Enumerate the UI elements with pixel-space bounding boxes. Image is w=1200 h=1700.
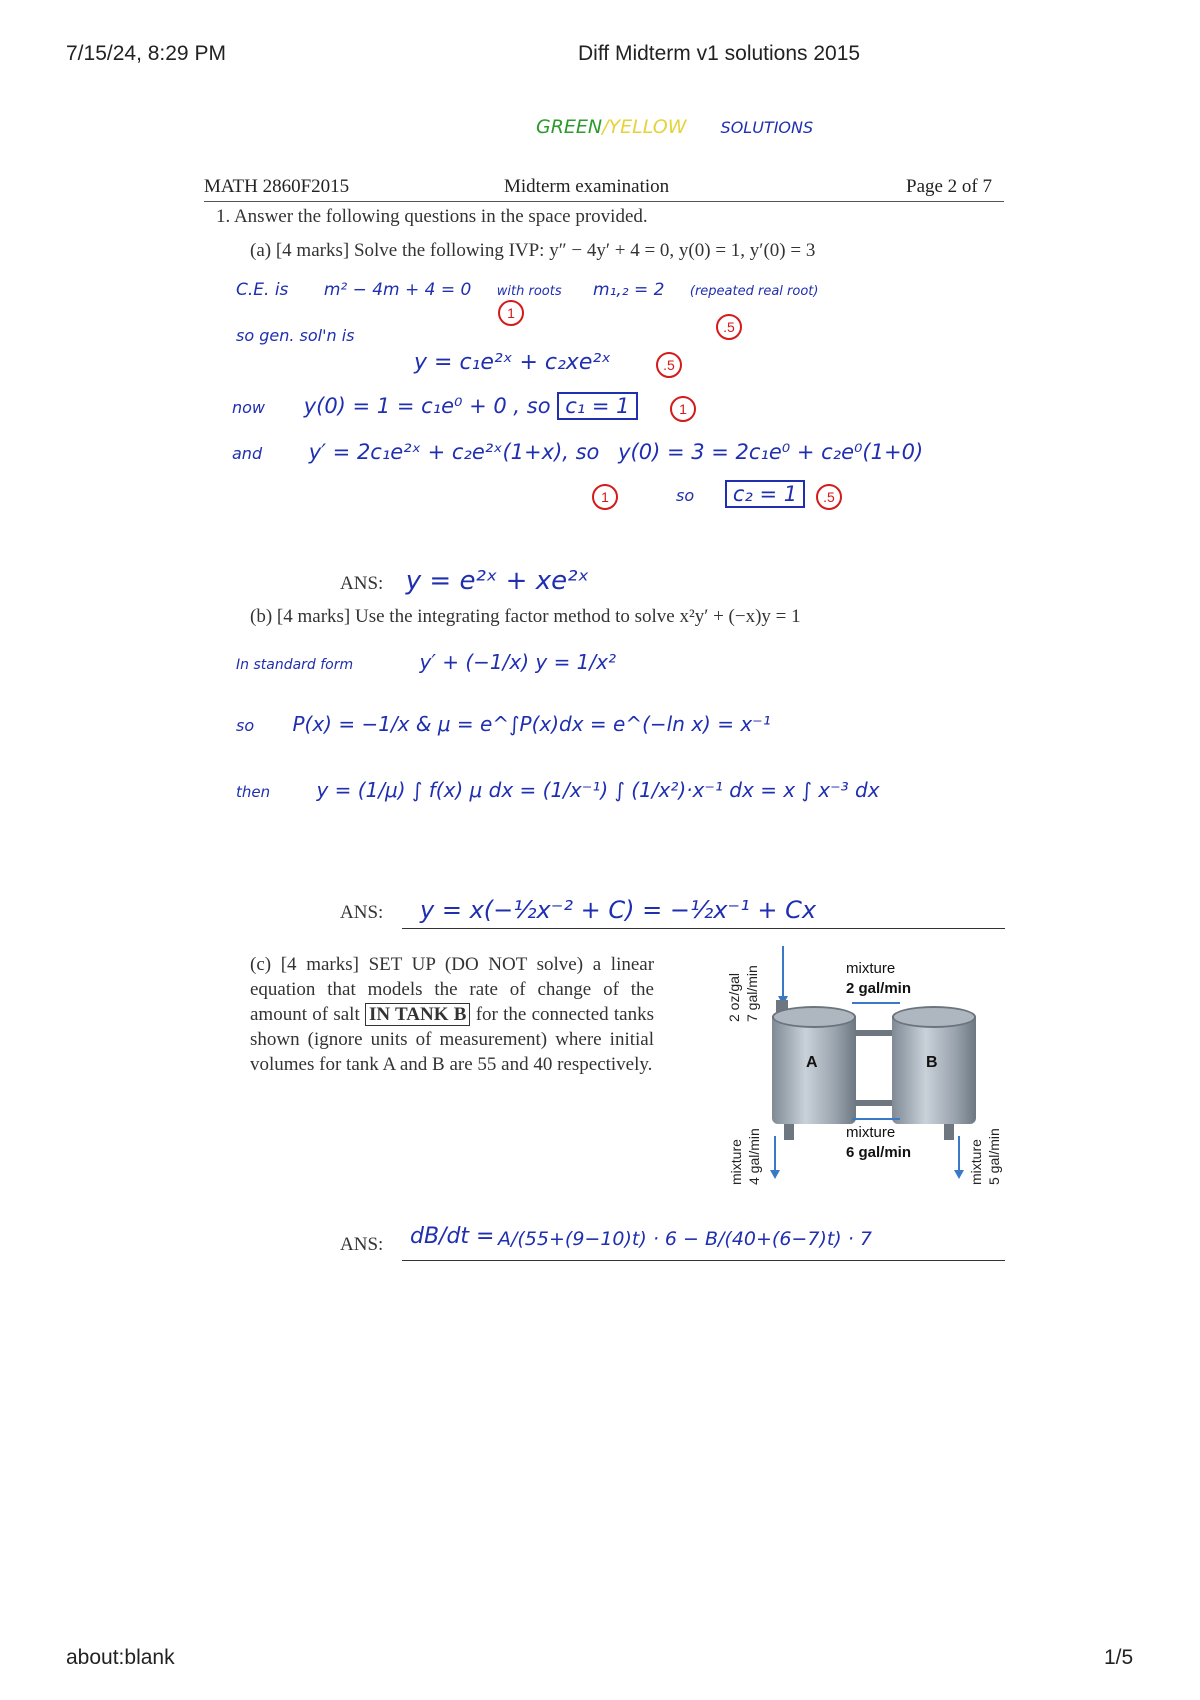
hw-a1-pre: C.E. is xyxy=(236,280,289,300)
out-b-arrow-line xyxy=(958,1136,960,1172)
part-b-prompt xyxy=(250,606,801,628)
mark-circle-1: 1 xyxy=(498,300,524,326)
part-a-line4 xyxy=(232,394,638,418)
print-page-counter: 1/5 xyxy=(1104,1646,1134,1669)
inflow-rate: 7 gal/min xyxy=(744,965,760,1022)
out-b-rate: 5 gal/min xyxy=(986,1128,1002,1185)
part-a-prompt xyxy=(250,240,815,262)
print-footer-url: about:blank xyxy=(66,1646,175,1669)
inflow-arrow-line xyxy=(782,946,784,998)
hw-a1-eq: m² − 4m + 4 = 0 xyxy=(323,280,472,300)
outflow-pipe-a xyxy=(784,1124,794,1140)
connect-pipe-top xyxy=(856,1030,894,1036)
part-c-prompt xyxy=(250,952,654,1077)
part-b-ans-line xyxy=(402,928,1005,929)
hw-a6-pre: so xyxy=(676,486,695,505)
part-b-marks: [4 marks] xyxy=(276,606,351,627)
part-b-ans: y = x(−½x⁻² + C) = −½x⁻¹ + Cx xyxy=(420,896,817,924)
hw-b3-eq: y = (1/μ) ∫ f(x) μ dx = (1/x⁻¹) ∫ (1/x²)·x⁻¹ dx = x ∫ x⁻³ dx xyxy=(316,778,880,802)
mark-circle-2: .5 xyxy=(716,314,742,340)
part-c-marks: [4 marks] xyxy=(280,954,359,975)
part-c-text1: a linear equation that models the rate of change of the amount of salt xyxy=(250,954,655,1025)
mark-circle-3: .5 xyxy=(656,352,682,378)
question-intro-text: Answer the following questions in the space provided. xyxy=(233,206,648,227)
annotation-green: GREEN xyxy=(536,116,603,138)
mid-mixture-rate: 6 gal/min xyxy=(846,1144,912,1161)
part-b-prompt-text: Use the integrating factor method to solve x²y′ + (−x)y = 1 xyxy=(355,606,801,627)
hw-a4-eq: y(0) = 1 = c₁e⁰ + 0 , so xyxy=(303,394,551,418)
top-mixture-label: mixture xyxy=(846,960,896,977)
out-a-arrow-head xyxy=(770,1170,780,1179)
part-c-ans-rhs: A/(55+(9−10)t) · 6 − B/(40+(6−7)t) · 7 xyxy=(498,1228,872,1250)
hw-a1-roots: m₁,₂ = 2 xyxy=(593,280,665,300)
part-a-line1 xyxy=(236,280,818,300)
part-a-line2: so gen. sol'n is xyxy=(236,326,355,345)
hw-a5-post: y(0) = 3 = 2c₁e⁰ + c₂e⁰(1+0) xyxy=(618,440,924,464)
out-a-rate: 4 gal/min xyxy=(746,1128,762,1185)
out-b-arrow-head xyxy=(954,1170,964,1179)
annotation-solutions: SOLUTIONS xyxy=(720,118,814,137)
hw-a6-box: c₂ = 1 xyxy=(725,480,805,508)
part-c-ans-label: ANS: xyxy=(340,1234,384,1255)
part-b-line2 xyxy=(236,712,771,736)
part-c-label: (c) xyxy=(250,954,272,975)
part-a-prompt-text: Solve the following IVP: y″ − 4y′ + 4 = 0, y(0) = 1, y′(0) = 3 xyxy=(353,240,816,261)
out-b-label: mixture xyxy=(968,1139,984,1185)
hw-a1-mid: with roots xyxy=(496,284,562,299)
mark-circle-4: 1 xyxy=(670,396,696,422)
part-a-answer xyxy=(340,566,1010,596)
hw-b3-pre: then xyxy=(236,783,271,801)
inflow-conc: 2 oz/gal xyxy=(726,972,742,1022)
part-c-ans-line xyxy=(402,1260,1005,1261)
top-mixture-rate: 2 gal/min xyxy=(846,980,912,997)
part-c-answer xyxy=(340,1224,1005,1264)
page-number: Page 2 of 7 xyxy=(906,176,993,197)
mid-flow-arrow xyxy=(852,1118,900,1120)
part-a-ans-label: ANS: xyxy=(340,573,384,594)
part-b-label: (b) xyxy=(250,606,273,627)
part-a-label: (a) xyxy=(250,240,272,261)
exam-name: Midterm examination xyxy=(504,176,670,197)
mark-circle-6: .5 xyxy=(816,484,842,510)
connect-pipe-bottom xyxy=(856,1100,894,1106)
question-number: 1. xyxy=(216,206,231,227)
part-a-ans: y = e²ˣ + xe²ˣ xyxy=(405,566,590,596)
out-a-label: mixture xyxy=(728,1139,744,1185)
tank-b-label: B xyxy=(926,1054,938,1071)
tank-diagram xyxy=(726,940,1016,1190)
question-intro xyxy=(216,206,648,228)
course-code: MATH 2860F2015 xyxy=(204,176,350,197)
part-b-answer xyxy=(340,896,1005,932)
hw-a5-eq: y′ = 2c₁e²ˣ + c₂e²ˣ(1+x), so xyxy=(308,440,600,464)
part-a-line6 xyxy=(676,482,805,506)
part-c-text2: for the connected tanks shown (ignore units of measurement) where initial volumes for tank A and B are 55 and 40 respectively. xyxy=(250,1004,655,1075)
hw-a4-box: c₁ = 1 xyxy=(557,392,637,420)
part-a-marks: [4 marks] xyxy=(275,240,350,261)
hw-b1-pre: In standard form xyxy=(236,657,354,673)
hw-a4-pre: now xyxy=(232,398,266,417)
part-c-ans-lhs: dB/dt = xyxy=(410,1224,495,1249)
print-timestamp: 7/15/24, 8:29 PM xyxy=(66,42,226,65)
part-b-ans-label: ANS: xyxy=(340,902,384,923)
part-b-line1 xyxy=(236,650,616,674)
hw-a5-pre: and xyxy=(232,444,263,463)
annotation-yellow: /YELLOW xyxy=(602,116,687,138)
hw-b2-eq: P(x) = −1/x & μ = e^∫P(x)dx = e^(−ln x) = x⁻¹ xyxy=(292,712,771,736)
tank-a-label: A xyxy=(806,1054,818,1071)
part-c-setup: SET UP (DO NOT solve) xyxy=(368,954,584,975)
print-title: Diff Midterm v1 solutions 2015 xyxy=(578,42,861,65)
top-flow-arrow xyxy=(852,1002,900,1004)
tank-a-top xyxy=(772,1006,856,1028)
part-a-line5 xyxy=(232,440,923,464)
out-a-arrow-line xyxy=(774,1136,776,1172)
part-c-boxed: IN TANK B xyxy=(365,1003,470,1026)
header-divider xyxy=(204,201,1004,202)
mark-circle-5: 1 xyxy=(592,484,618,510)
mid-mixture-label: mixture xyxy=(846,1124,896,1141)
version-annotation xyxy=(536,116,813,138)
outflow-pipe-b xyxy=(944,1124,954,1140)
hw-b2-pre: so xyxy=(236,716,255,735)
part-a-line3: y = c₁e²ˣ + c₂xe²ˣ xyxy=(414,350,611,375)
hw-a1-note: (repeated real root) xyxy=(689,284,819,299)
hw-b1-eq: y′ + (−1/x) y = 1/x² xyxy=(419,650,616,674)
tank-b-top xyxy=(892,1006,976,1028)
part-b-line3 xyxy=(236,778,880,802)
